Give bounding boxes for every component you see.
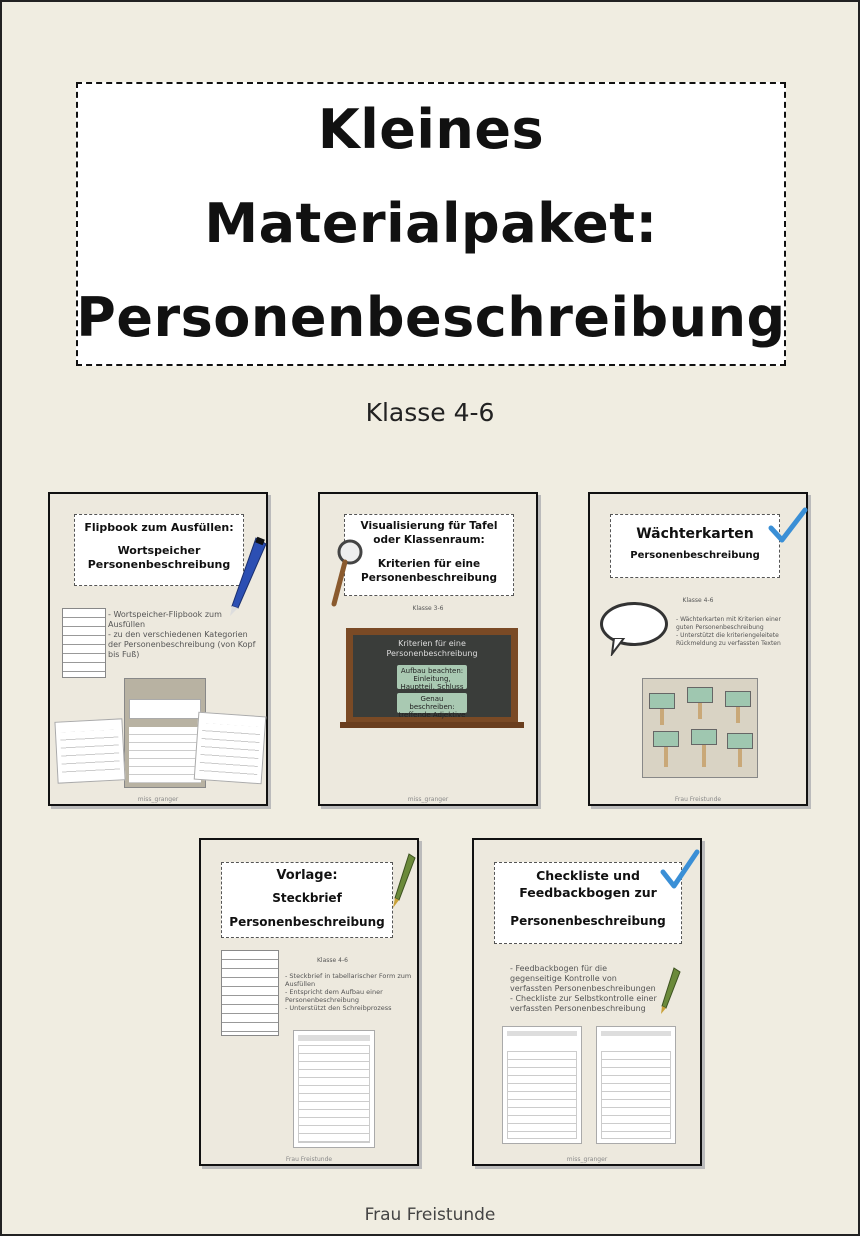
card-visual-credit: miss_granger <box>407 796 449 803</box>
card-visual-title-2: oder Klassenraum: <box>373 534 485 546</box>
card-flipbook-title-2: Wortspeicher <box>117 544 201 557</box>
card-flipbook-title-3: Personenbeschreibung <box>87 558 231 571</box>
card-checkliste <box>472 838 702 1166</box>
steckbrief-sheet <box>293 1030 375 1148</box>
bullet: - Unterstützt den Schreibprozess <box>285 1004 415 1012</box>
checkmark-icon <box>768 506 808 546</box>
card-waechter-title-2: Personenbeschreibung <box>630 550 760 561</box>
grade-subtitle: Klasse 4-6 <box>365 398 495 427</box>
title-line-2: Materialpaket: <box>204 192 658 255</box>
card-checkliste-title-2: Feedbackbogen zur <box>519 885 657 900</box>
speech-bubble-tail <box>610 638 630 656</box>
bullet: - zu den verschiedenen Kategorien der Personenbeschreibung (von Kopf bis Fuß) <box>108 630 258 660</box>
card-visual-title <box>344 514 514 596</box>
bullet: - Wortspeicher-Flipbook zum Ausfüllen <box>108 610 258 630</box>
footer-author: Frau Freistunde <box>364 1205 496 1225</box>
flipbook-sheet-right <box>194 712 267 785</box>
card-waechter-credit: Frau Freistunde <box>674 796 722 803</box>
pen-icon <box>226 536 270 616</box>
feedback-sheet <box>502 1026 582 1144</box>
card-checkliste-title-3: Personenbeschreibung <box>510 914 666 928</box>
card-steckbrief-title-3: Personenbeschreibung <box>229 915 385 929</box>
card-steckbrief-title <box>221 862 393 938</box>
title-line-3: Personenbeschreibung <box>76 286 786 349</box>
fountain-pen-icon <box>660 966 682 1016</box>
card-visual-title-3: Kriterien für eine <box>377 558 481 570</box>
title-box <box>76 82 786 366</box>
checkmark-icon <box>660 848 700 892</box>
card-waechterkarten <box>588 492 808 806</box>
bullet: - Steckbrief in tabellarischer Form zum Ausfüllen <box>285 972 415 988</box>
checklist-sheet <box>596 1026 676 1144</box>
chalkboard-image <box>346 628 518 724</box>
card-flipbook <box>48 492 268 806</box>
card-steckbrief-title-2: Steckbrief <box>272 891 342 905</box>
bullet: - Checkliste zur Selbstkontrolle einer verfassten Personenbeschreibung <box>510 994 660 1014</box>
chalkboard-ledge <box>340 722 524 728</box>
magnifier-icon <box>330 538 366 608</box>
card-visual-title-4: Personenbeschreibung <box>361 572 497 584</box>
card-flipbook-bullets <box>108 610 258 660</box>
board-card-2: Genau beschreiben: treffende Adjektive <box>398 695 466 719</box>
card-waechter-bullets <box>676 616 800 648</box>
card-steckbrief-klasse: Klasse 4-6 <box>317 957 348 964</box>
bullet: - Feedbackbogen für die gegenseitige Kontrolle von verfassten Personenbeschreibungen <box>510 964 660 994</box>
card-visual-klasse: Klasse 3-6 <box>412 605 444 612</box>
card-visualisierung <box>318 492 538 806</box>
board-title: Kriterien für eine Personenbeschreibung <box>386 639 478 658</box>
flipbook-sheet-left <box>54 718 125 783</box>
bullet: - Unterstützt die kriteriengeleitete Rückmeldung zu verfassten Texten <box>676 632 800 648</box>
card-checkliste-title <box>494 862 682 944</box>
card-steckbrief-bullets <box>285 972 415 1012</box>
bullet: - Entspricht dem Aufbau einer Personenbeschreibung <box>285 988 415 1004</box>
title-line-1: Kleines <box>317 98 545 161</box>
card-checkliste-credit: miss_granger <box>566 1156 608 1163</box>
card-flipbook-title-1: Flipbook zum Ausfüllen: <box>84 521 234 534</box>
waechterkarten-photo <box>642 678 758 778</box>
card-steckbrief-title-1: Vorlage: <box>276 868 338 883</box>
card-flipbook-title <box>74 514 244 586</box>
card-waechter-title <box>610 514 780 578</box>
card-flipbook-credit: miss_granger <box>137 796 179 803</box>
card-checkliste-bullets <box>510 964 660 1014</box>
fountain-pen-icon <box>391 852 417 910</box>
card-visual-title-1: Visualisierung für Tafel <box>360 520 498 532</box>
card-steckbrief-credit: Frau Freistunde <box>285 1156 333 1163</box>
card-steckbrief <box>199 838 419 1166</box>
board-card-1: Aufbau beachten: Einleitung, Hauptteil, Schluss <box>397 665 467 689</box>
card-checkliste-title-1: Checkliste und <box>536 868 640 883</box>
bullet: - Wächterkarten mit Kriterien einer guten Personenbeschreibung <box>676 616 800 632</box>
card-waechter-title-1: Wächterkarten <box>636 526 754 542</box>
notepad-image <box>62 608 106 678</box>
card-waechter-klasse: Klasse 4-6 <box>682 597 714 604</box>
notepad-image <box>221 950 279 1036</box>
